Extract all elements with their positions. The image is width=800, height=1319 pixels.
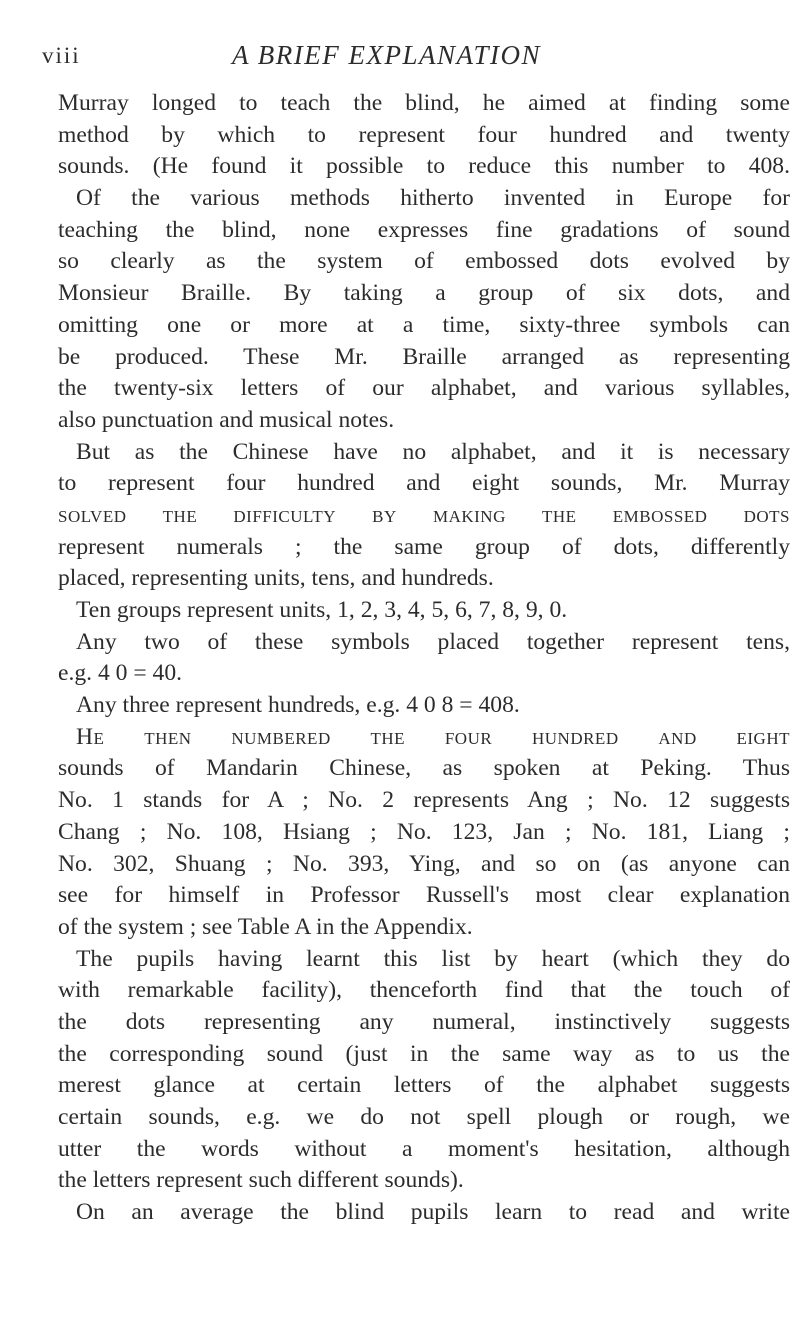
text-line: to represent four hundred and eight sounds, Mr. Murray: [58, 470, 790, 497]
text-line: But as the Chinese have no alphabet, and it is necessary: [76, 438, 790, 465]
text-line: the twenty-six letters of our alphabet, and various syllables,: [58, 375, 790, 402]
text-line: No. 1 stands for A ; No. 2 represents Ang ; No. 12 suggests: [58, 787, 790, 814]
text-line: with remarkable facility), thenceforth find that the touch of: [58, 977, 790, 1004]
text-line: be produced. These Mr. Braille arranged as representing: [58, 343, 790, 370]
text-line: placed, representing units, tens, and hundreds.: [58, 565, 494, 592]
text-line: omitting one or more at a time, sixty-three symbols can: [58, 311, 790, 338]
text-line: Monsieur Braille. By taking a group of six dots, and: [58, 280, 790, 307]
text-line: of the system ; see Table A in the Appendix.: [58, 913, 473, 940]
text-line: so clearly as the system of embossed dots evolved by: [58, 248, 790, 275]
text-line: The pupils having learnt this list by heart (which they do: [76, 945, 790, 972]
text-line: Ten groups represent units, 1, 2, 3, 4, 5, 6, 7, 8, 9, 0.: [76, 597, 568, 623]
text-line: Any three represent hundreds, e.g. 4 0 8 = 408.: [76, 692, 520, 719]
text-line: No. 302, Shuang ; No. 393, Ying, and so on (as anyone can: [58, 850, 790, 877]
text-line: see for himself in Professor Russell's most clear explanation: [58, 882, 790, 909]
text-line: Chang ; No. 108, Hsiang ; No. 123, Jan ; No. 181, Liang ;: [58, 818, 790, 845]
text-line: the letters represent such different sounds).: [58, 1167, 464, 1194]
text-line: solved the difficulty by making the embossed dots: [58, 501, 790, 528]
text-line: On an average the blind pupils learn to read and write: [76, 1199, 790, 1226]
text-line: utter the words without a moment's hesitation, although: [58, 1135, 790, 1162]
text-line: e.g. 4 0 = 40.: [58, 660, 183, 687]
text-line: teaching the blind, none expresses fine gradations of sound: [58, 216, 790, 243]
text-line: Murray longed to teach the blind, he aimed at finding some: [58, 90, 790, 116]
text-line: certain sounds, e.g. we do not spell plough or rough, we: [58, 1104, 790, 1130]
text-line: sounds. (He found it possible to reduce this number to 408.: [58, 153, 790, 180]
text-line: the corresponding sound (just in the same way as to us the: [58, 1040, 790, 1067]
text-line: represent numerals ; the same group of dots, differently: [58, 533, 790, 560]
text-line: He then numbered the four hundred and eight: [76, 723, 790, 750]
text-line: method by which to represent four hundred and twenty: [58, 121, 790, 148]
text-line: merest glance at certain letters of the alphabet suggests: [58, 1072, 790, 1099]
text-line: Any two of these symbols placed together represent tens,: [76, 628, 790, 655]
body-text: [58, 88, 790, 1229]
text-line: Of the various methods hitherto invented in Europe for: [76, 185, 790, 212]
text-line: the dots representing any numeral, instinctively suggests: [58, 1008, 790, 1035]
text-line: also punctuation and musical notes.: [58, 406, 395, 433]
running-head: A BRIEF EXPLANATION: [232, 40, 541, 70]
text-line: sounds of Mandarin Chinese, as spoken at Peking. Thus: [58, 755, 790, 782]
page-number: viii: [42, 43, 81, 68]
